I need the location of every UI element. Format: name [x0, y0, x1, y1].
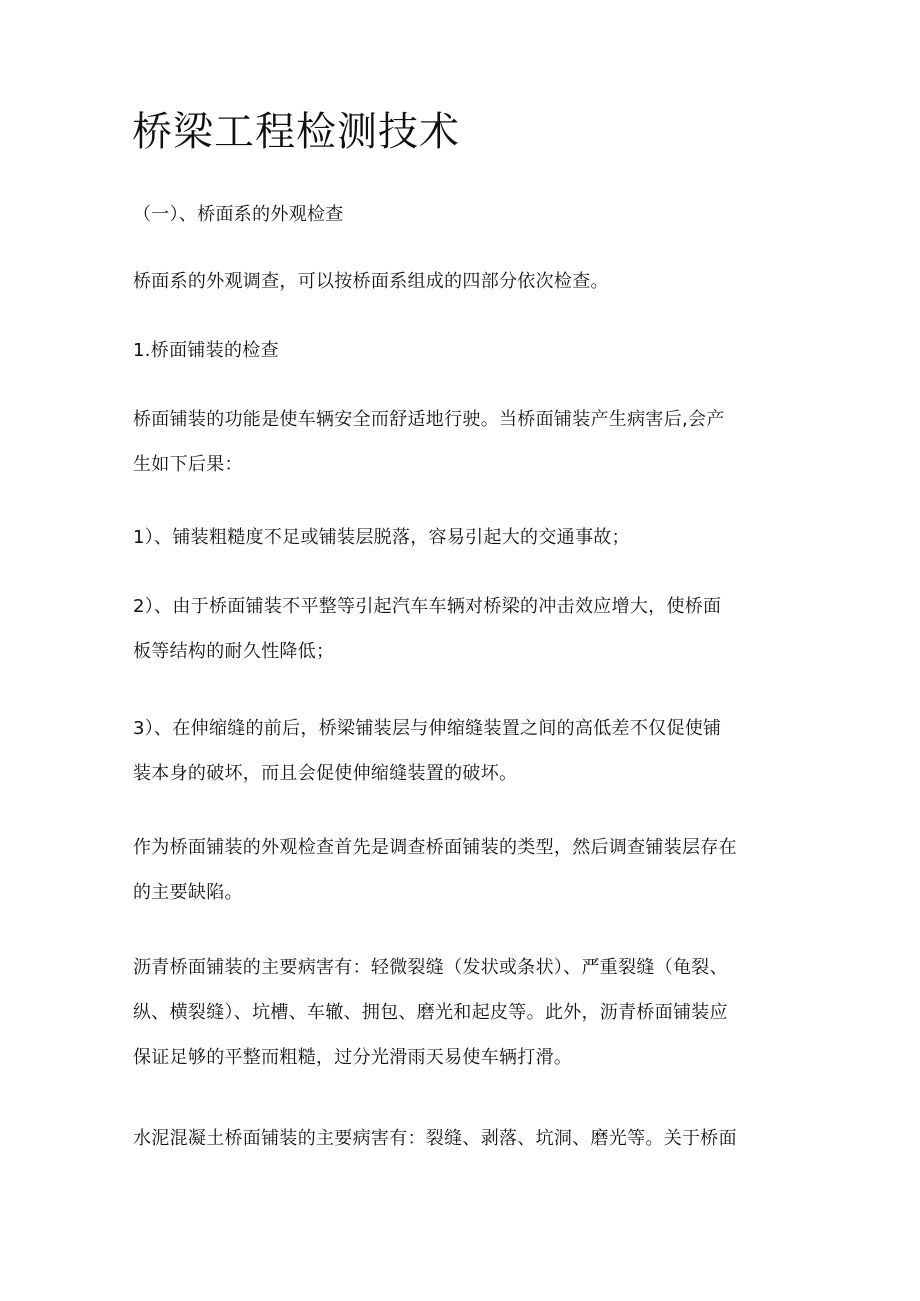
- list-item-2: [133, 584, 813, 674]
- text-line: 装本身的破坏，而且会促使伸缩缝装置的破坏。: [133, 763, 518, 784]
- paragraph-intro: [133, 259, 813, 304]
- document-title: 桥梁工程检测技术: [132, 109, 460, 155]
- paragraph-concrete-defects: [133, 1116, 813, 1161]
- text-line: 水泥混凝土桥面铺装的主要病害有：裂缝、剥落、坑洞、磨光等。关于桥面: [133, 1128, 737, 1149]
- text-line: 3）、在伸缩缝的前后，桥梁铺装层与伸缩缝装置之间的高低差不仅促使铺: [133, 718, 722, 739]
- section-heading-bridge-deck-inspection: [133, 192, 813, 237]
- text-line: 板等结构的耐久性降低；: [133, 641, 335, 662]
- list-item-1: [133, 515, 813, 560]
- paragraph-inspection-approach: [133, 825, 813, 915]
- text-line: 保证足够的平整而粗糙，过分光滑雨天易使车辆打滑。: [133, 1047, 573, 1068]
- text-line: 沥青桥面铺装的主要病害有：轻微裂缝（发状或条状）、严重裂缝（龟裂、: [133, 957, 728, 978]
- text-line: 桥面铺装的功能是使车辆安全而舒适地行驶。当桥面铺装产生病害后,会产: [133, 409, 725, 430]
- text-line: 桥面系的外观调查，可以按桥面系组成的四部分依次检查。: [133, 271, 609, 292]
- paragraph-asphalt-defects: [133, 945, 813, 1080]
- text-line: 2）、由于桥面铺装不平整等引起汽车车辆对桥梁的冲击效应增大，使桥面: [133, 596, 722, 617]
- text-line: 的主要缺陷。: [133, 882, 243, 903]
- subheading-pavement-inspection: [133, 328, 813, 373]
- list-item-3: [133, 706, 813, 796]
- paragraph-pavement-function: [133, 397, 813, 487]
- text-line: 纵、横裂缝）、坑槽、车辙、拥包、磨光和起皮等。此外，沥青桥面铺装应: [133, 1002, 728, 1023]
- text-line: 1）、铺装粗糙度不足或铺装层脱落，容易引起大的交通事故；: [133, 527, 630, 548]
- text-line: 1.桥面铺装的检查: [133, 340, 279, 361]
- text-line: 生如下后果：: [133, 454, 243, 475]
- text-line: 作为桥面铺装的外观检查首先是调查桥面铺装的类型，然后调查铺装层存在: [133, 837, 737, 858]
- text-line: （一）、桥面系的外观检查: [133, 204, 344, 225]
